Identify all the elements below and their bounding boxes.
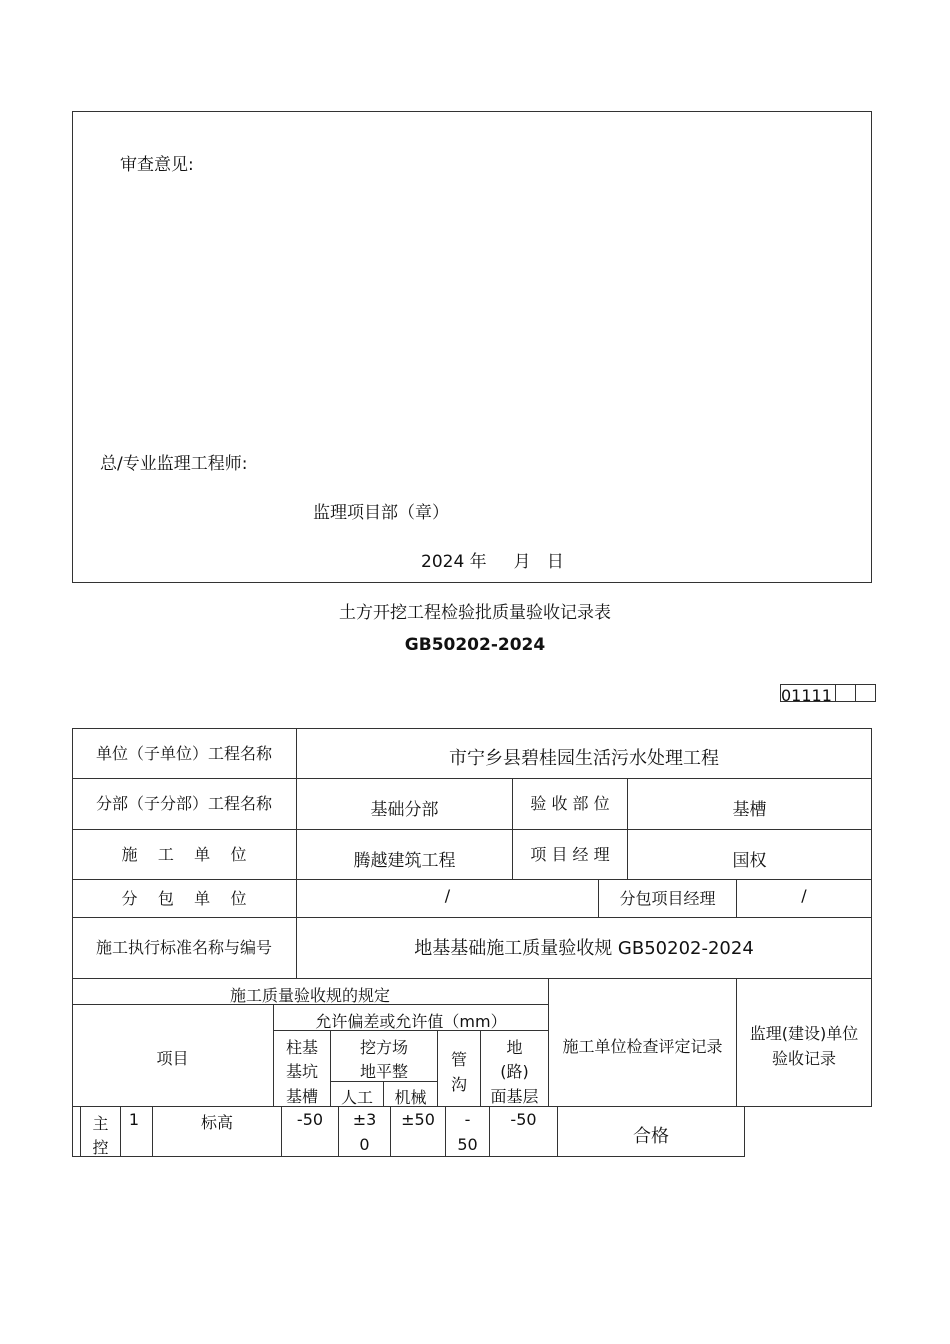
col-machine-header: 机械 [394,1088,427,1107]
subcontractor-label: 分 包 单 位 [121,889,247,908]
unit-name-label: 单位（子单位）工程名称 [95,744,272,763]
row-result: 合格 [633,1126,669,1147]
serial-cell-1 [835,685,836,701]
division-value: 基础分部 [370,800,439,820]
inspection-record-header: 施工单位检查评定记录 [562,1037,723,1056]
sub-manager-value: / [801,886,807,905]
position-label: 验 收 部 位 [530,794,610,813]
review-opinion-label: 审查意见: [120,155,194,175]
position-value: 基槽 [732,800,767,820]
standard-value: 地基基础施工质量验收规 GB50202-2024 [414,938,754,959]
subcontractor-value: / [444,886,451,905]
col-manual-header: 人工 [340,1088,373,1107]
serial-text: 01111 [781,686,832,705]
review-date: 2024 年 月 日 [421,552,564,572]
contractor-label: 施 工 单 位 [121,845,247,864]
tolerance-header: 允许偏差或允许值（mm） [315,1012,507,1031]
item-header: 项目 [156,1049,189,1068]
unit-name-value: 市宁乡县碧桂园生活污水处理工程 [449,748,719,769]
project-manager-value: 国权 [732,851,767,871]
contractor-value: 腾越建筑工程 [353,851,456,871]
serial-number [780,684,876,705]
row-machine-value: ±50 [401,1110,435,1129]
supervising-engineer-label: 总/专业监理工程师: [100,454,248,474]
supervision-dept-label: 监理项目部（章） [313,503,449,523]
form-title: 土方开挖工程检验批质量验收记录表 [339,603,611,623]
row-pit-value: -50 [296,1110,324,1129]
standard-label: 施工执行标准名称与编号 [95,938,272,957]
review-box [72,111,872,583]
spec-header: 施工质量验收规的规定 [229,986,390,1005]
row-item-name: 标高 [200,1113,233,1132]
division-label: 分部（子分部）工程名称 [95,794,272,813]
row-number: 1 [128,1110,140,1129]
row-road-value: -50 [510,1110,537,1129]
project-manager-label: 项 目 经 理 [530,845,610,864]
serial-cell-2 [855,685,856,701]
sub-manager-label: 分包项目经理 [619,889,716,908]
form-code: GB50202-2024 [404,635,546,655]
